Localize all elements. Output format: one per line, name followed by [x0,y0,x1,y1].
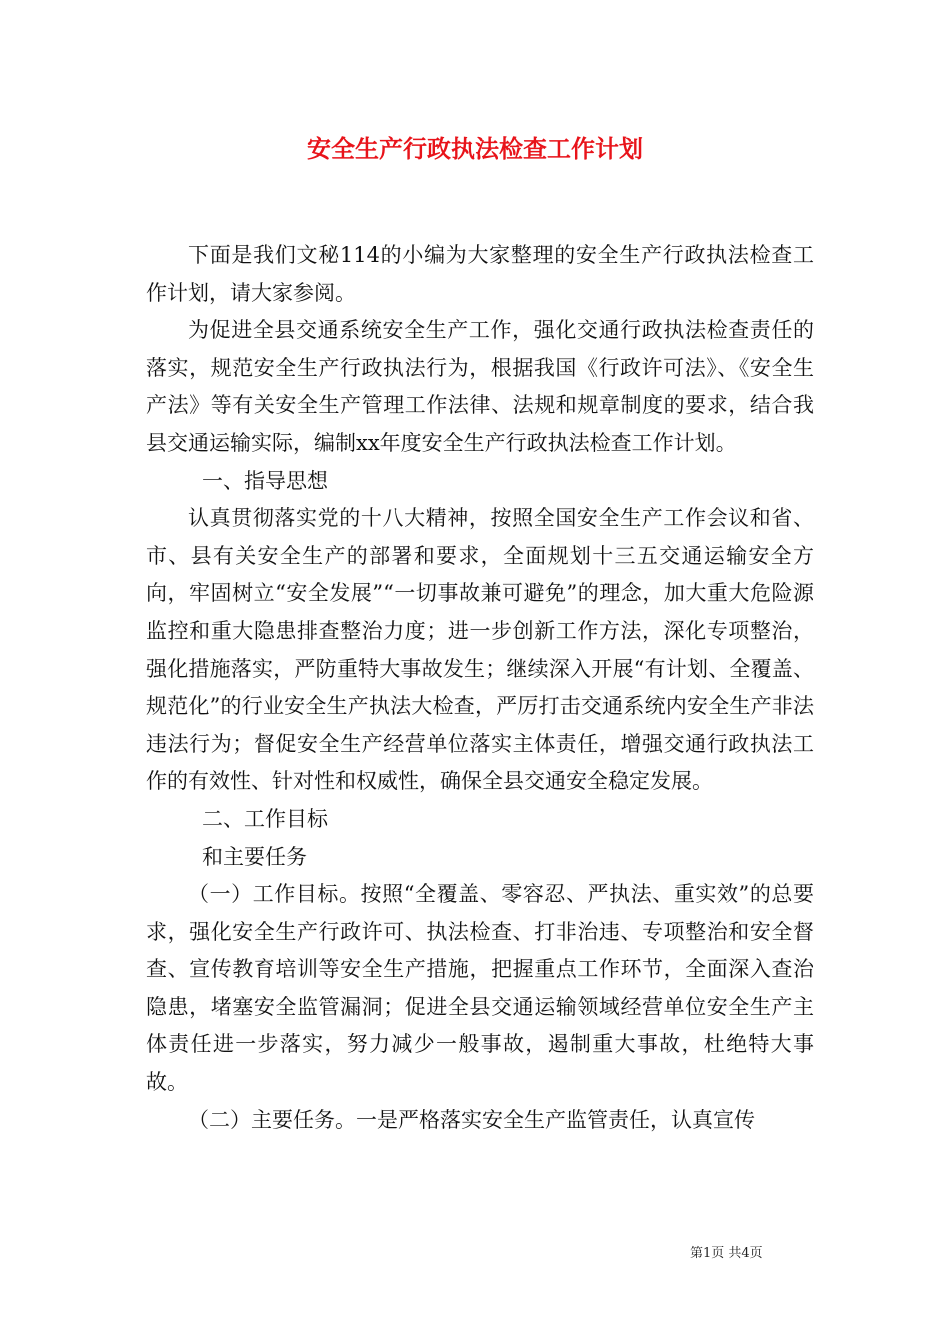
document-body [146,237,814,1139]
section-heading: 和主要任务 [202,844,307,869]
section-heading: 一、指导思想 [202,468,328,493]
body-paragraph: （一）工作目标。按照“全覆盖、零容忍、严执法、重实效”的总要求，强化安全生产行政许可、执法检查、打非治违、专项整治和安全督查、宣传教育培训等安全生产措施，把握重点工作环节，全面深入查治隐患，堵塞安全监管漏洞；促进全县交通运输领域经营单位安全生产主体责任进一步落实，努力减少一般事故，遏制重大事故，杜绝特大事故。 [146,882,814,1095]
body-paragraph: 认真贯彻落实党的十八大精神，按照全国安全生产工作会议和省、市、县有关安全生产的部署和要求，全面规划十三五交通运输安全方向，牢固树立“安全发展”“一切事故兼可避免”的理念，加大重大危险源监控和重大隐患排查整治力度；进一步创新工作方法，深化专项整治，强化措施落实，严防重特大事故发生；继续深入开展“有计划、全覆盖、规范化”的行业安全生产执法大检查，严厉打击交通系统内安全生产非法违法行为；督促安全生产经营单位落实主体责任，增强交通行政执法工作的有效性、针对性和权威性，确保全县交通安全稳定发展。 [146,506,814,794]
page-footer: 第1页 共4页 [690,1246,763,1261]
section-heading: 二、工作目标 [202,806,328,831]
body-paragraph: （二）主要任务。一是严格落实安全生产监管责任，认真宣传 [188,1107,755,1132]
body-paragraph: 为促进全县交通系统安全生产工作，强化交通行政执法检查责任的落实，规范安全生产行政执法行为，根据我国《行政许可法》、《安全生产法》等有关安全生产管理工作法律、法规和规章制度的要求，结合我县交通运输实际，编制xx年度安全生产行政执法检查工作计划。 [146,318,814,455]
document-title: 安全生产行政执法检查工作计划 [307,134,643,163]
body-paragraph: 下面是我们文秘114的小编为大家整理的安全生产行政执法检查工作计划，请大家参阅。 [146,243,814,305]
